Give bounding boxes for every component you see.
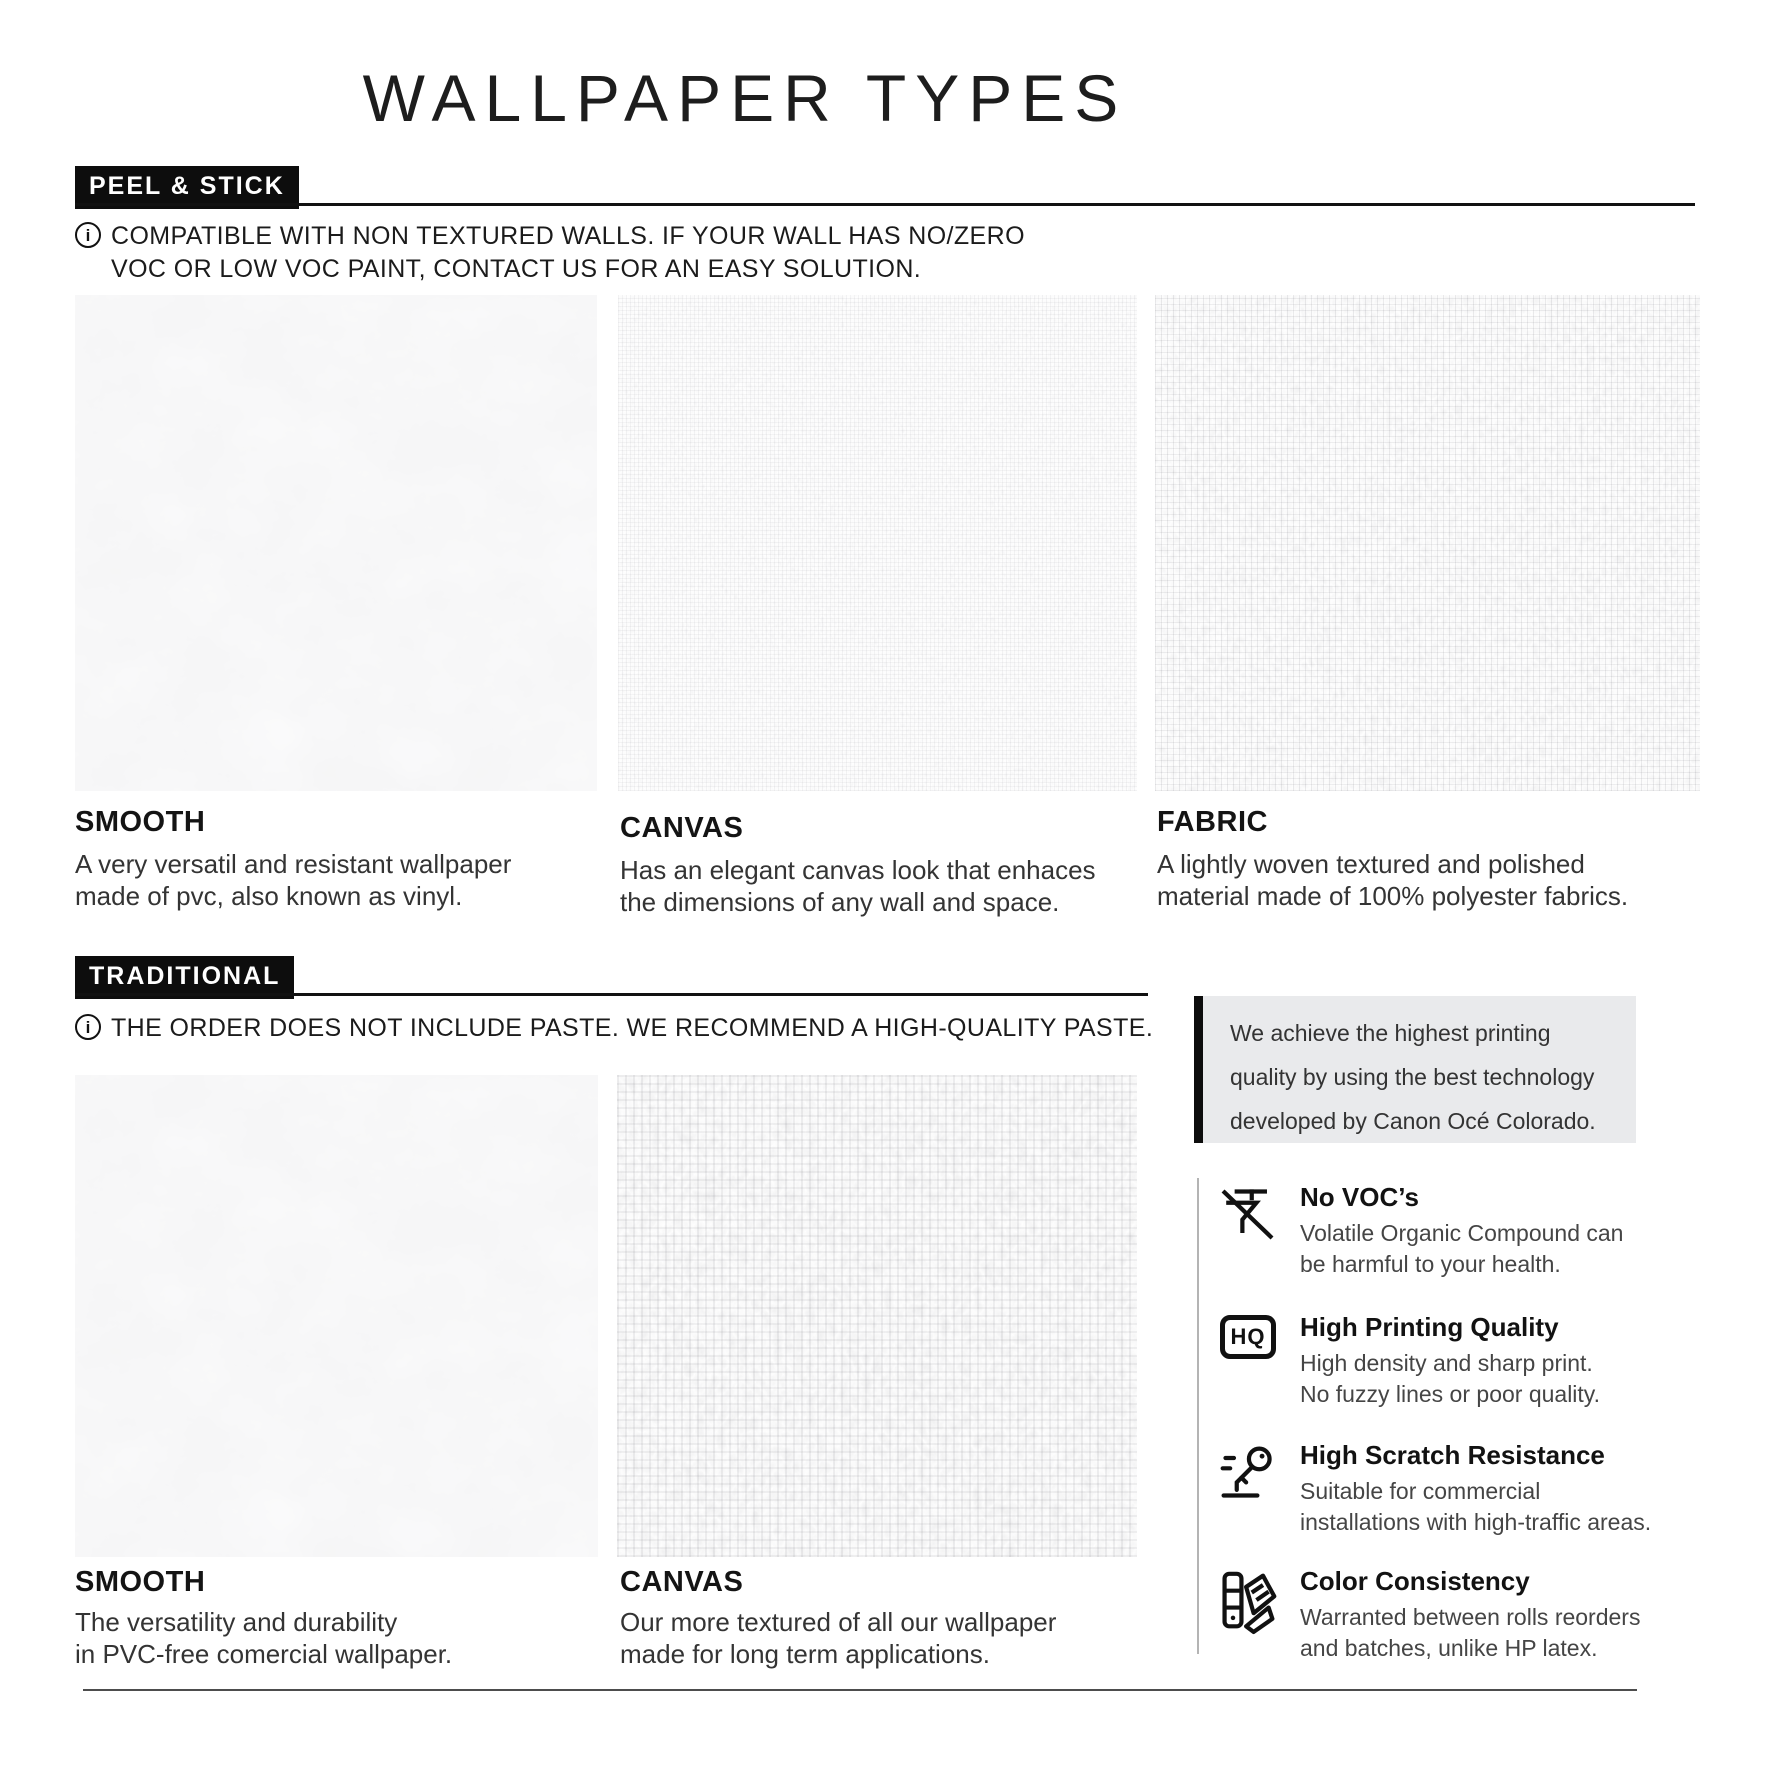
key-icon [1218, 1440, 1278, 1538]
smooth-texture [75, 295, 597, 791]
peel-stick-note [75, 220, 1025, 286]
caption-title-canvas-traditional: CANVAS [620, 1566, 744, 1598]
section-label-traditional: TRADITIONAL [75, 956, 294, 999]
swatch-fan-icon [1218, 1566, 1278, 1664]
quote-line: We achieve the highest printing [1230, 1020, 1551, 1046]
caption-desc-canvas-peel: Has an elegant canvas look that enhaces the dimensions of any wall and space. [620, 855, 1096, 917]
feature-title: No VOC’s [1300, 1182, 1419, 1212]
no-voc-icon [1218, 1182, 1278, 1280]
feature-high-scratch-resistance: High Scratch Resistance Suitable for commercial installations with high-traffic areas. [1218, 1440, 1688, 1538]
feature-color-consistency: Color Consistency Warranted between rolls reorders and batches, unlike HP latex. [1218, 1566, 1688, 1664]
caption-desc-canvas-traditional: Our more textured of all our wallpaper made for long term applications. [620, 1607, 1057, 1669]
peel-stick-note-line2: VOC OR LOW VOC PAINT, CONTACT US FOR AN EASY SOLUTION. [111, 255, 922, 283]
feature-high-printing-quality: HQ High Printing Quality High density and sharp print. No fuzzy lines or poor quality. [1218, 1312, 1688, 1410]
caption-desc-smooth-peel: A very versatil and resistant wallpaper made of pvc, also known as vinyl. [75, 849, 512, 911]
feature-title: Color Consistency [1300, 1566, 1530, 1596]
weave-overlay [617, 1075, 1137, 1557]
bottom-divider [83, 1689, 1637, 1691]
caption-title-smooth-peel: SMOOTH [75, 806, 206, 838]
caption-desc-smooth-traditional: The versatility and durability in PVC-free comercial wallpaper. [75, 1607, 453, 1669]
page-title: WALLPAPER TYPES [362, 61, 1128, 135]
swatch-image-smooth-peel [75, 295, 597, 791]
feature-no-voc: No VOC’s Volatile Organic Compound can be harmful to your health. [1218, 1182, 1688, 1280]
section-label-peel-stick: PEEL & STICK [75, 166, 299, 209]
peel-stick-note-line1: COMPATIBLE WITH NON TEXTURED WALLS. IF YOUR WALL HAS NO/ZERO [111, 222, 1025, 250]
swatch-image-smooth-traditional [75, 1075, 598, 1557]
info-icon: i [75, 222, 101, 248]
feature-title: High Scratch Resistance [1300, 1440, 1605, 1470]
smooth-texture [75, 1075, 598, 1557]
traditional-note-line1: THE ORDER DOES NOT INCLUDE PASTE. WE RECOMMEND A HIGH-QUALITY PASTE. [111, 1014, 1154, 1042]
sidebar-divider-line [1197, 1178, 1199, 1654]
section-rule-peel-stick [75, 203, 1695, 206]
caption-title-canvas-peel: CANVAS [620, 812, 744, 844]
hq-icon: HQ [1218, 1312, 1278, 1410]
quote-line: developed by Canon Océ Colorado. [1230, 1108, 1596, 1134]
swatch-image-fabric-peel [1155, 295, 1700, 791]
quote-line: quality by using the best technology [1230, 1064, 1595, 1090]
swatch-image-canvas-traditional [617, 1075, 1137, 1557]
feature-title: High Printing Quality [1300, 1312, 1559, 1342]
section-rule-traditional [75, 993, 1148, 996]
printing-quality-quote [1194, 996, 1636, 1143]
traditional-note [75, 1012, 1153, 1045]
info-icon: i [75, 1014, 101, 1040]
weave-overlay [1155, 295, 1700, 791]
caption-title-smooth-traditional: SMOOTH [75, 1566, 206, 1598]
weave-overlay [618, 295, 1137, 791]
caption-desc-fabric-peel: A lightly woven textured and polished material made of 100% polyester fabrics. [1157, 849, 1629, 911]
swatch-image-canvas-peel [618, 295, 1137, 791]
caption-title-fabric-peel: FABRIC [1157, 806, 1268, 838]
